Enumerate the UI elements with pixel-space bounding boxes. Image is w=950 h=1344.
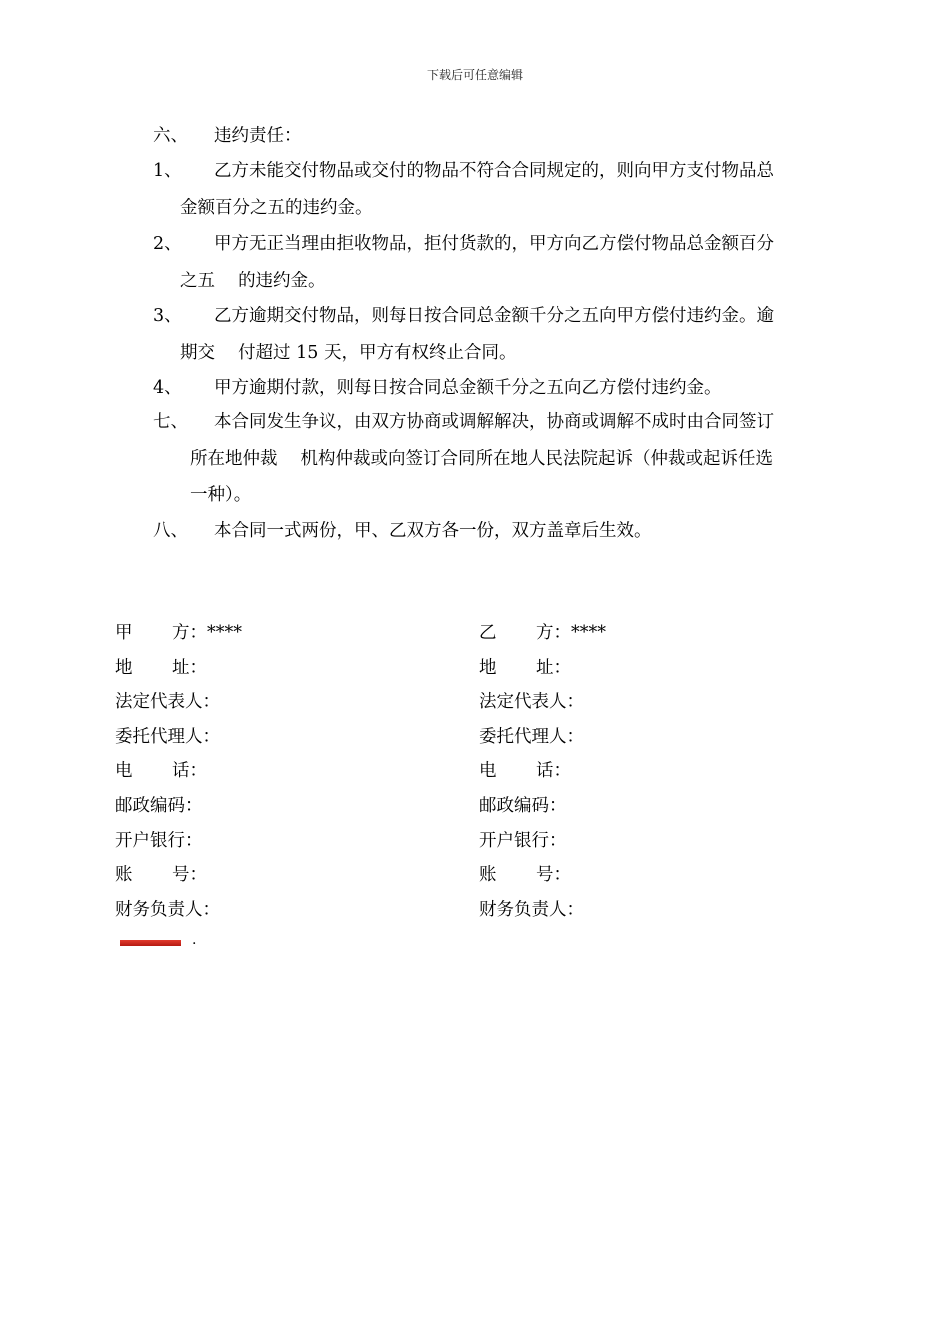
party-b-phone-label-1: 电	[479, 761, 497, 782]
section-line: 所在地仲裁 机构仲裁或向签订合同所在地人民法院起诉（仲裁或起诉任选	[190, 449, 774, 469]
red-stamp-bar	[120, 940, 181, 946]
party-a-address-row	[115, 657, 242, 692]
party-a-address-label-1: 地	[115, 657, 133, 678]
clause-line: 之五 的违约金。	[180, 271, 326, 291]
party-b-account-label-1: 账	[479, 865, 497, 886]
party-a-phone-label-2: 话：	[172, 761, 207, 782]
section-line: 本合同一式两份，甲、乙双方各一份，双方盖章后生效。	[214, 521, 652, 541]
party-b-postcode-row: 邮政编码：	[479, 795, 567, 816]
clause-number: 3、	[153, 306, 182, 326]
clause-line: 甲方无正当理由拒收物品，拒付货款的，甲方向乙方偿付物品总金额百分	[214, 234, 774, 254]
party-b-phone-row	[479, 760, 606, 795]
party-b-legal-rep-row: 法定代表人：	[479, 692, 584, 713]
party-b-label-2: 方：	[536, 623, 571, 643]
section-line: 本合同发生争议，由双方协商或调解解决，协商或调解不成时由合同签订	[214, 412, 774, 432]
party-b-bank-row: 开户银行：	[479, 830, 567, 851]
party-b-phone-label-2: 话：	[536, 761, 571, 782]
party-a-postcode-row: 邮政编码：	[115, 795, 203, 816]
party-b-address-row	[479, 657, 606, 692]
party-a-bank-row: 开户银行：	[115, 830, 203, 851]
party-a-account-label-1: 账	[115, 865, 133, 886]
clause-line: 金额百分之五的违约金。	[180, 198, 373, 218]
section-number: 六、	[153, 126, 188, 146]
party-a-label-1: 甲	[115, 623, 133, 643]
party-a-agent-row: 委托代理人：	[115, 726, 220, 747]
party-a-finance-row: 财务负责人：	[115, 899, 220, 920]
party-a-name-row	[115, 622, 242, 657]
party-a-block	[115, 622, 242, 933]
party-b-finance-row: 财务负责人：	[479, 899, 584, 920]
party-a-legal-rep-row: 法定代表人：	[115, 692, 220, 713]
party-b-agent-row: 委托代理人：	[479, 726, 584, 747]
clause-number: 1、	[153, 161, 182, 181]
party-b-label-1: 乙	[479, 623, 497, 643]
party-b-address-label-1: 地	[479, 657, 497, 678]
party-b-account-label-2: 号：	[536, 865, 571, 886]
party-a-phone-row	[115, 760, 242, 795]
party-b-name-row	[479, 622, 606, 657]
section-line: 一种）。	[190, 485, 252, 505]
party-b-name-value: ****	[571, 623, 606, 643]
clause-line: 乙方未能交付物品或交付的物品不符合合同规定的，则向甲方支付物品总	[214, 161, 774, 181]
party-b-address-label-2: 址：	[536, 657, 571, 678]
section-title: 违约责任：	[214, 126, 302, 146]
party-b-account-row	[479, 864, 606, 899]
party-a-label-2: 方：	[172, 623, 207, 643]
party-a-phone-label-1: 电	[115, 761, 133, 782]
clause-line: 甲方逾期付款，则每日按合同总金额千分之五向乙方偿付违约金。	[214, 378, 722, 398]
trailing-mark: .	[192, 932, 197, 948]
section-number: 七、	[153, 412, 188, 432]
header-note: 下载后可任意编辑	[426, 68, 523, 82]
party-a-name-value: ****	[207, 623, 242, 643]
party-b-block	[479, 622, 606, 933]
clause-number: 4、	[153, 378, 182, 398]
section-number: 八、	[153, 521, 188, 541]
clause-number: 2、	[153, 234, 182, 254]
clause-line: 期交 付超过 15 天，甲方有权终止合同。	[180, 343, 517, 363]
party-a-address-label-2: 址：	[172, 657, 207, 678]
party-a-account-row	[115, 864, 242, 899]
party-a-account-label-2: 号：	[172, 865, 207, 886]
clause-line: 乙方逾期交付物品，则每日按合同总金额千分之五向甲方偿付违约金。逾	[214, 306, 774, 326]
